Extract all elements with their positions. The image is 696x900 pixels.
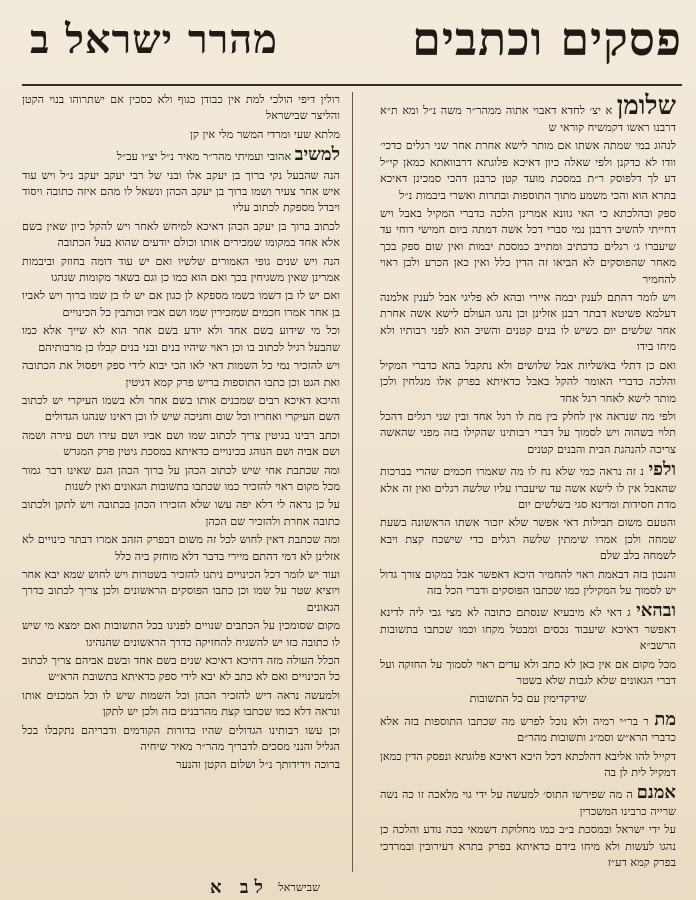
body-paragraph: והטעם משום תבילות דאי אפשר שלא יזכור אשתו הראשונה בשעת שמחה ולכן אמרו שימתין שלשה רגלים כדי שישכח קצת ויבא לשמחה בלב שלם [380, 516, 676, 563]
section-2-word: ולפי [648, 459, 676, 481]
section-5-word: אמנם [636, 782, 676, 804]
folio-number: לב א [210, 877, 269, 898]
body-paragraph: הנה ויש שנים גופי האמורים שלשיו ואם יש עוד דומה בחוזק וביבמות אמרינן שאין משגיחין בכך ואם הוא כמו כן וגם בשאר מקומות שנהגו [22, 254, 340, 285]
heading-text: אהובי ועמיתי מהר״ר מאיר נ״ל יצ״ו עב״ל [116, 150, 292, 164]
body-paragraph: ומה שכתבת דאין לחוש לכל זה משום דבפרק הזהב אמרו דבתר כינויים לא אזלינן לא דמי דהתם מיירי בדבר דלא מוחזק ביה כלל [22, 533, 340, 563]
body-paragraph: וכתב רבינו בגיטין צריך לכתוב שמו ושם אביו ושם עירו ושם עירה ושמה ושם אביה ושם הנוהג בכינויים כדאיתא במסכת גיטין פרק המגרש [22, 428, 340, 459]
column-divider [352, 92, 353, 872]
section-5 [380, 783, 676, 820]
section-3 [380, 601, 676, 654]
opening-paragraph [380, 92, 676, 136]
body-paragraph: על כן נראה לי דלא יפה עשו שלא הזכירו הכהן בכתובה ויש לתקן ולכתוב כתובה אחרת ולהזכיר שם הכהן [22, 498, 340, 528]
left-line-2: מלתא שעי ומרדי המשר מלי אין קן [190, 127, 340, 141]
body-paragraph: על ידי ישראל ובמסכת ב״ב כמו מחלוקת דשמאי בכה נודע והלכה כן נהגו לעשות ולא מיחו בידם כדאיתא בפרק בתרא דעירובין ובמרדכי בפרק קמא דע״ז [380, 823, 676, 870]
center-line: שידקדימין עם כל התשובות [469, 692, 587, 706]
body-paragraph: ולמעשה נראה דיש להזכיר הכהן וכל השמות שיש לו וכל המכנים אותו ונראה דלא כמו שכתבו קצת מהרבנים בזה ולכן יש לתקן [22, 688, 340, 719]
page-header [0, 6, 696, 84]
body-paragraph: ואם יש לו בן דשמו כשמו מספקא לן כגון אם יש לו בן שמו ברוך ויש לאביו בן אחר אמרו חכמים שמזכירין שמו ושם אביו וכותבין כל הכינויים [22, 289, 340, 319]
header-rule [22, 84, 682, 86]
body-paragraph: ויש להזכיר נמי כל השמות דאי לאו הכי יבוא לידי ספק ויפסול את הכתובה ואת הגט וכן כתבו התוספות בריש פרק קמא דגיטין [22, 359, 340, 389]
body-paragraph: ולפי מה שנראה אין לחלק בין מת לו רגל אחד ובין שני רגלים דהכל תלוי בשהוה ויש לסמוך על דברי רבותינו שהקילו בזה מפני שהאשה צריכה להנהגת הבית והבנים קטנים [380, 409, 676, 456]
running-title-left: מהרר ישראל ב [30, 16, 278, 63]
responsum-heading [22, 145, 340, 165]
body-paragraph: ואם כן דתלי באשליות אבל שלושים ולא נתקבל בהא כדברי המקיל והלכה כדברי האומר להקל באבל כדאיתא בפרק אלו מגלחין ולכן מותר לישא לאחר רגל אחד [380, 358, 676, 405]
body-paragraph: מקום שסומכין על הכתבים שנויים לפנינו בכל התשובות ואם ימצא מי שיש לו כתובה כזו יש להשגיח להחזיקה כדרך הראשונים שהנהיגו [22, 619, 340, 649]
right-column [380, 92, 676, 872]
signature: שבישראל [278, 881, 320, 894]
left-opening: רולין דיפי הולכי למת אין כבודן כגוף ולא כסכין אם ישתרוהו בנוי הקטן והליצר שבישראל [22, 93, 340, 123]
section-4 [380, 710, 676, 747]
body-paragraph: ברוכה וידידותך נ״ל ושלום הקטן והנער [176, 758, 340, 772]
body-paragraph: ועוד יש לומר דכל הכינויים ניתנו להזכיר בשטרות ויש לחוש שמא יבא אחר ויוציא שטר על שמו וכן כתבו הפוסקים הראשונים ולכן צריך לכתוב כדרך הגאונים [22, 567, 340, 614]
opening-word: שלומן [616, 92, 676, 121]
body-paragraph: הנה שהבעל נקי ברוך בן יעקב אלו ובני של רבי יעקב יעקב נ״ל ויש עוד איש אחר צעיר ושמו ברוך בן יעקב הכהן ונשאל לו מהם איזה כתובה ויסוד ויבדל מספקת לכתוב עליו [22, 168, 340, 215]
section-4-word: מת [654, 708, 676, 730]
section-2-text: נ זה נראה כמי שלא נח לו מה שאמרו חכמים שהרי בברכות שהאבל אין לו לישא אשה עד שיעברו עליו שלשה רגלים ואין זה אלא מדת חסידות ומדינא סגי בשלשים יום [380, 465, 676, 511]
body-paragraph: וכן עשו רבותינו הגדולים שהיו בדורות הקודמים ודבריהם נתקבלו בכל הגליל והנני מסכים לדבריך מהר״ר מאיר שיחיה [22, 723, 340, 754]
body-paragraph: מכל מקום אם אין כאן לא כתב ולא עדים ראוי לסמוך על החזקה ועל דברי הגאונים שלא לגבות שלא בשטר [380, 657, 676, 687]
body-paragraph: לכתוב ברוך בן יעקב הכהן דאיכא למיחש לאחר ויש להקל כיון שאין בשם אלא אחד במקומו שמכירים אותו וכולם יודעים שהוא בעל הכתובה [22, 219, 340, 250]
body-paragraph: והנכון בזה דבאמת ראוי להחמיר היכא דאפשר אבל במקום צורך גדול יש לסמוך על המקילין כמו שכתבו הפוסקים ודברי הכל בזה [380, 567, 676, 597]
body-paragraph: והיכא דאיכא רבים שמכנים אותו בשם אחר ולא בשמו העיקרי יש לכתוב השם העיקרי ואחריו וכל שום וחניכה שיש לו וכן ראינו שנהגו הגדולים [22, 393, 340, 424]
body-paragraph: וכל מי שידוע בשם אחד ולא יודע בשם אחר הוא לא שייך אלא כמו שהבעל רגיל לכתוב בו וכן ראוי שיהיו בנים ובני בנים קבלו כן מרבותיהם [22, 324, 340, 354]
section-3-word: ובהאי [636, 600, 676, 622]
heading-word: למשיב [294, 144, 340, 166]
body-paragraph: ספק ובהלכתא כי האי גוונא אמרינן הלכה כדברי המקיל באבל ויש דחייתי להשיב דרבנן נמי סברי דכל אשה דמתה ביום חמישי דוחי עד שיעברו ג׳ רגלים כדכתיב ומתייב כמסכת יבמות ואין שום ספק בכך מאחר שהפוסקים לא הביאו זה הדין כלל ואין כאן הכרע ולכן ראוי להחמיר [380, 207, 676, 286]
body-paragraph: ומה שכתבת אחי שיש לכתוב הכהן על ברוך הכהן הגם שאינו דבר גמור מכל מקום ראוי להזכיר כמו שכתבו בתשובות הגאונים ואין לשנות [22, 463, 340, 493]
body-paragraph: ויש לומר דהתם לענין יבמה איירי ובהא לא פליגי אבל לענין אלמנה דעלמא פשיטא דבתר רבנן אזלינן וכן נהגו העולם לישא אשה אחרת אחר שלשים יום כשיש לו בנים קטנים והשיב הוא לפני רבותיו ולא מיחו בידו [380, 291, 676, 354]
left-column [22, 92, 340, 872]
opening-text: א יצ׳ לחדא דאבוי אתוה ממהר״ר משה נ״ל ומא ת״א דרבנו ראשו דקמשיח קוראי ש [380, 104, 676, 134]
section-3-text: ג דאי לא מיבעיא שנסתם כתובה לא מצי גבי ליה לדינא דאפשר דאיכא שיעבוד נכסים ומבטל מקחו וכמו שכתבו בתשובות הרשב״א [380, 606, 676, 653]
running-title-right: פסקים וכתבים [412, 12, 682, 66]
body-paragraph: הכלל העולה מזה דהיכא דאיכא שנים בשם אחד ובשם אביהם צריך לכתוב כל הכינויים ואם לא כתב לא יבא לידי ספק כדאיתא בתשובת הרא״ש [22, 654, 340, 684]
body-paragraph: דקייל להו אליבא דהלכתא דכל היכא דאיכא פלוגתא ונפסק הדין כמאן דמקיל לית לן בה [380, 749, 676, 780]
section-5-text: ה מה שפירשו התוס׳ למעשה על ידי גוי מלאכה זו כה נשה שרייה כרבינו המשכרין [380, 788, 676, 818]
section-4-text: ר בר״י רמיה ולא נוכל לפרש מה שכתבו התוספות בזה אלא כדברי הרא״ש וסמ״ג ותשובות מהר״ם [380, 714, 676, 745]
body-paragraph: לנהוג במי שמתה אשתו אם מותר לישא אחרת אחר שני רגלים כדכי׳ וודו לא כדקנן ולפי שאלה כיון דאיכא פלוגתא דרבוואתא כמאן קי״ל דע לך דלפוסק ר״ת במסכת מועד קטן כרבנן דהכי סמכינן דאיכא בתרא הוא והכי משמע מתוך התוספות ובתרות ואשרי ביבמות נ״ל [380, 139, 676, 202]
section-2 [380, 460, 676, 513]
